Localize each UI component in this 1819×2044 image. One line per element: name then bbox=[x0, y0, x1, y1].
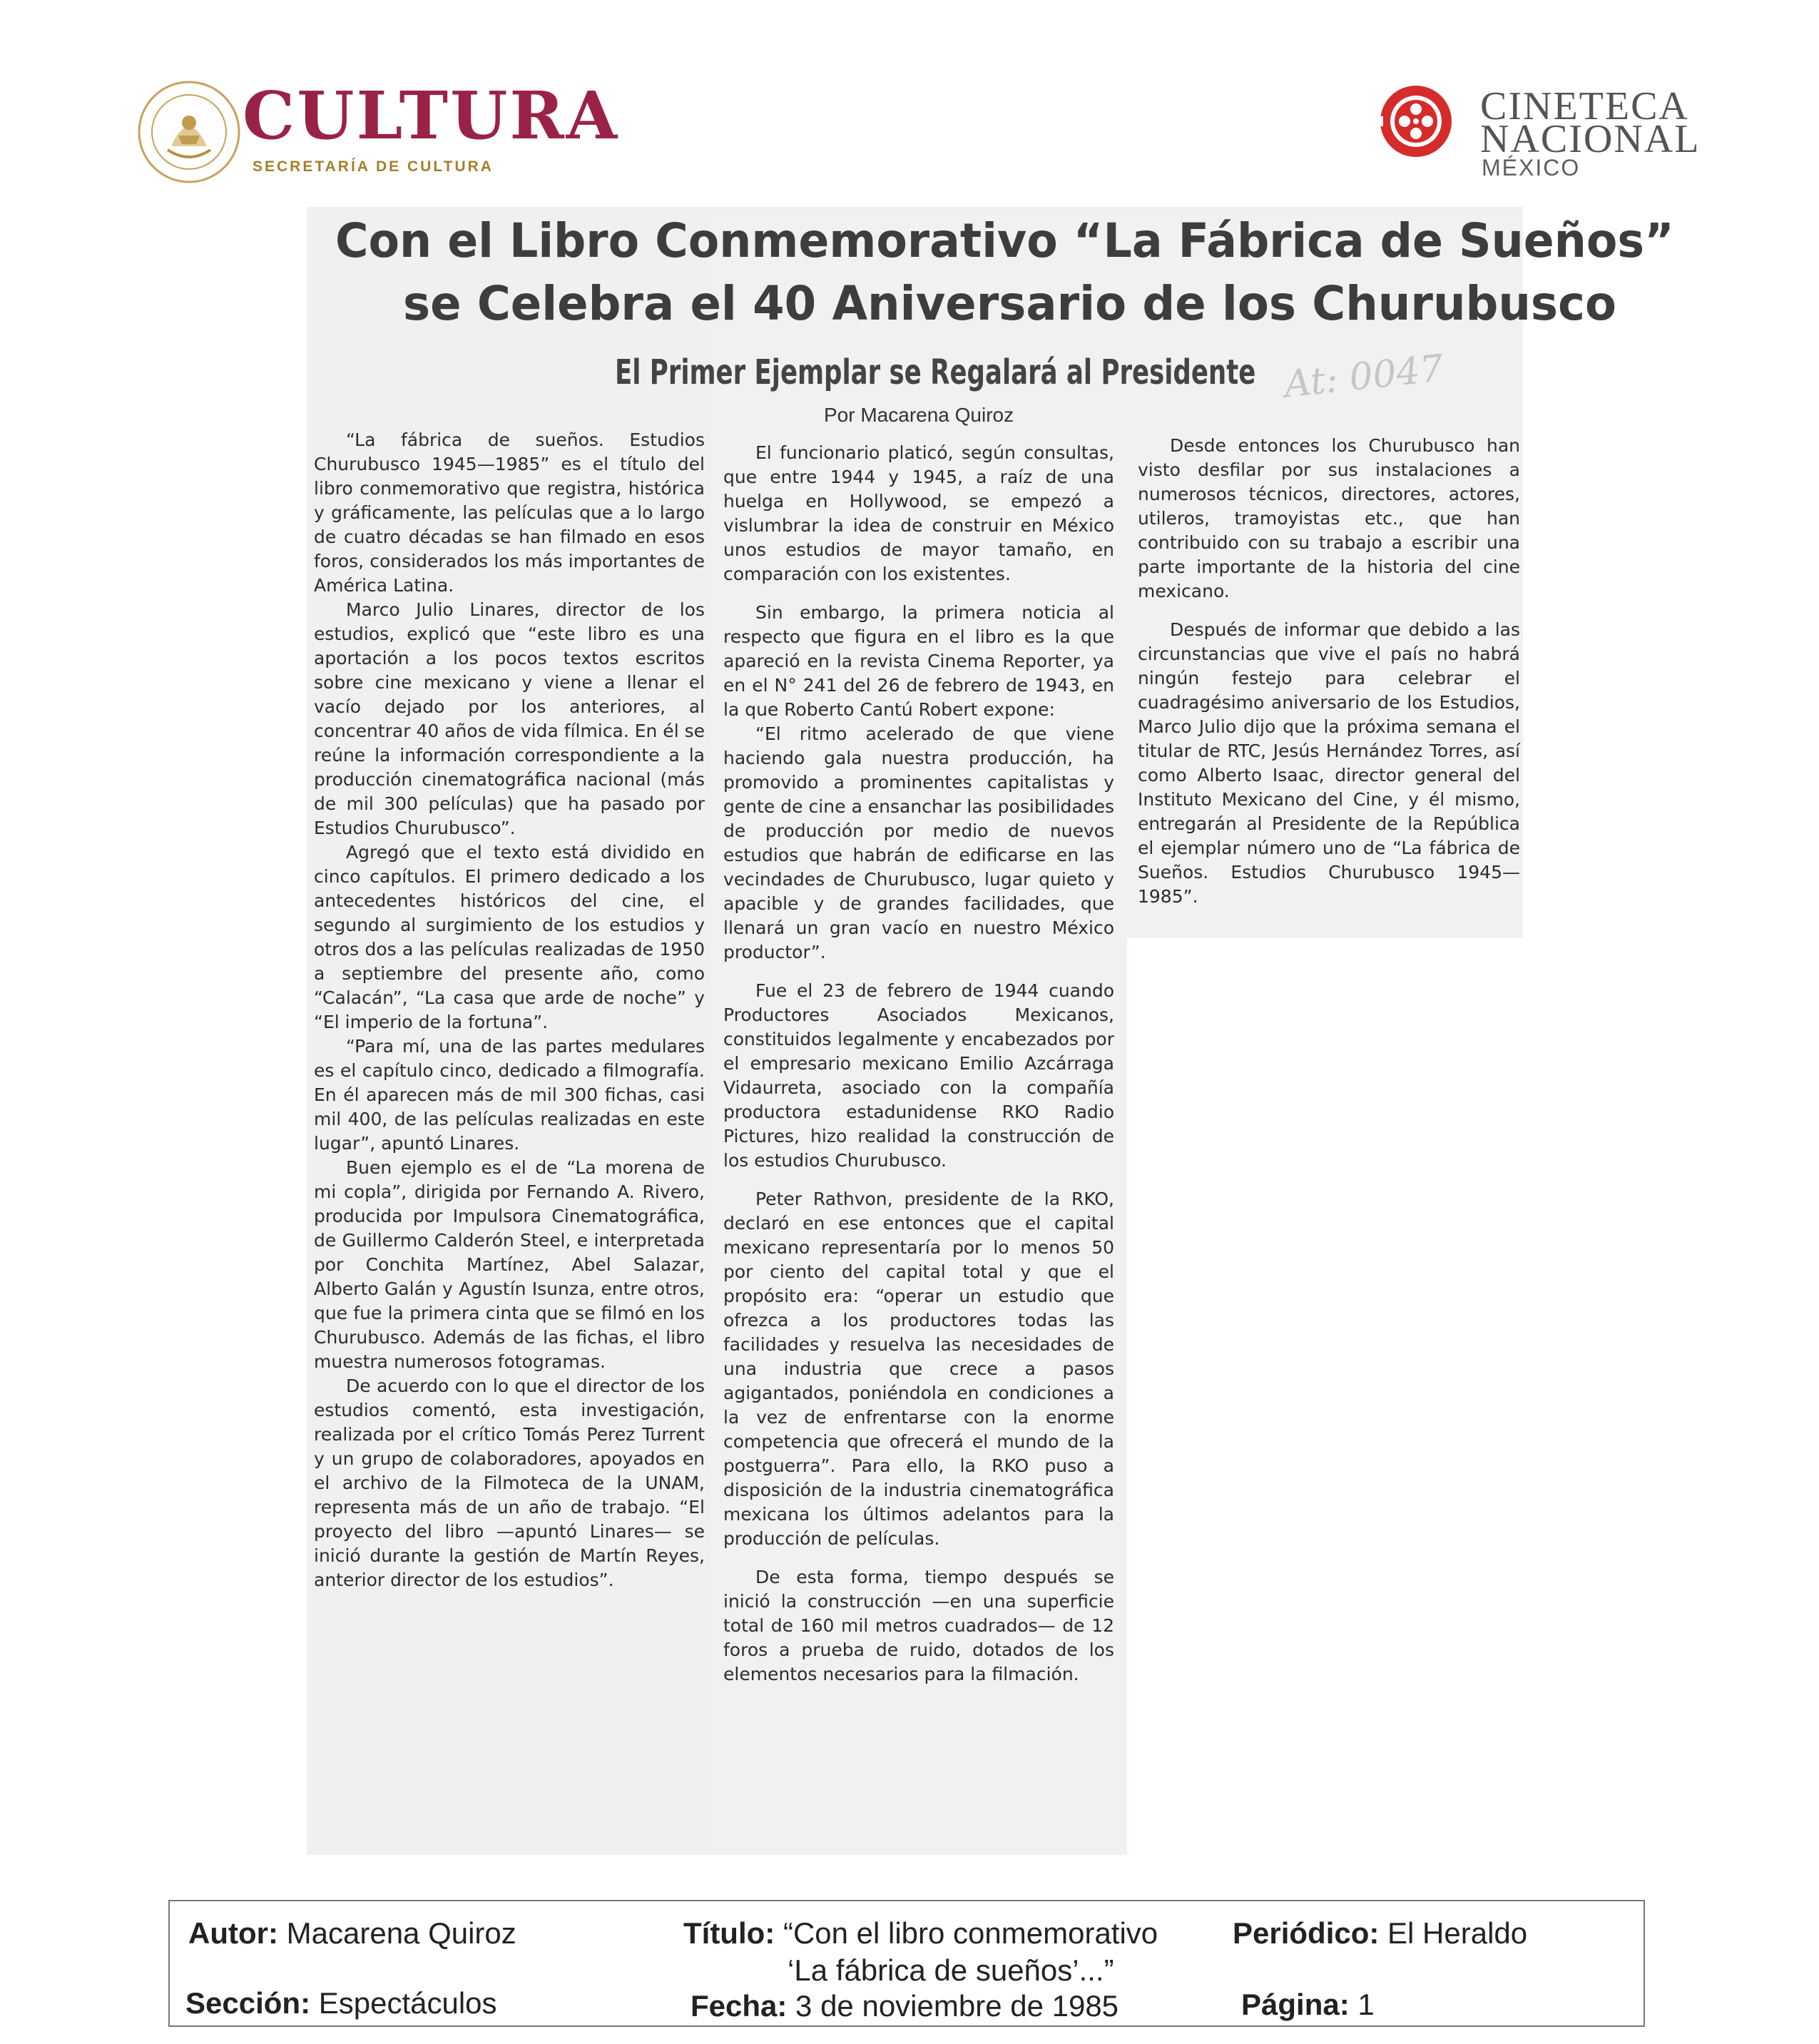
meta-autor bbox=[188, 1916, 516, 1951]
meta-periodico bbox=[1233, 1916, 1527, 1951]
meta-fecha-value: 3 de noviembre de 1985 bbox=[795, 1989, 1119, 2023]
paragraph: Buen ejemplo es el de “La morena de mi copla”, dirigida por Fernando A. Rivero, producida por Impulsora Cinematográfica, de Guillermo Calderón Steel, e interpretada por Conchita Martínez, Abel Salazar, Alberto Galán y Agustín Isunza, entre otros, que fue la primera cinta que se filmó en los Churubusco. Además de las fichas, el libro muestra numerosos fotogramas. bbox=[314, 1157, 705, 1372]
cultura-wordmark: CULTURA bbox=[243, 77, 620, 154]
meta-autor-value: Macarena Quiroz bbox=[286, 1916, 516, 1950]
cultura-subtitle: SECRETARÍA DE CULTURA bbox=[253, 158, 494, 175]
metadata-box bbox=[168, 1900, 1645, 2027]
handwritten-archive-mark: At: 0047 bbox=[1282, 347, 1446, 407]
cultura-logo bbox=[136, 78, 635, 185]
cineteca-line3: MÉXICO bbox=[1482, 155, 1581, 180]
article-column-1 bbox=[314, 428, 705, 1592]
article-column-3 bbox=[1138, 434, 1520, 909]
meta-titulo-label: Título: bbox=[683, 1916, 775, 1950]
paragraph: “El ritmo acelerado de que viene haciendo gala nuestra producción, ha promovido a prominentes capitalistas y gente de cine a ensanchar las posibilidades de producción por medio de nuevos estudios que habrán de edificarse en las vecindades de Churubusco, lugar quieto y apacible y de grandes facilidades, que llenará un gran vacío en nuestro México productor”. bbox=[723, 723, 1114, 962]
meta-titulo-line2: ‘La fábrica de sueños’...” bbox=[788, 1953, 1114, 1987]
paragraph: El funcionario platicó, según consultas, que entre 1944 y 1945, a raíz de una huelga en Hollywood, se empezó a vislumbrar la idea de construir en México unos estudios de mayor tamaño, en comparación con los existentes. bbox=[723, 442, 1114, 584]
meta-seccion-value: Espectáculos bbox=[318, 1986, 497, 2020]
meta-titulo-value: “Con el libro conmemorativo bbox=[783, 1916, 1158, 1950]
meta-titulo bbox=[683, 1916, 1158, 1951]
meta-seccion bbox=[185, 1985, 497, 2021]
meta-autor-label: Autor: bbox=[188, 1916, 278, 1950]
headline-line2: se Celebra el 40 Aniversario de los Churubusco bbox=[403, 276, 1616, 331]
meta-fecha bbox=[691, 1988, 1119, 2024]
meta-pagina-value: 1 bbox=[1357, 1988, 1375, 2021]
meta-periodico-value: El Heraldo bbox=[1387, 1916, 1528, 1950]
paragraph: Después de informar que debido a las circunstancias que vive el país no habrá ningún festejo para celebrar el cuadragésimo aniversario de los Estudios, Marco Julio dijo que la próxima semana el titular de RTC, Jesús Hernández Torres, así como Alberto Isaac, director general del Instituto Mexicano del Cine, y él mismo, entregarán al Presidente de la República el ejemplar número uno de “La fábrica de Sueños. Estudios Churubusco 1945—1985”. bbox=[1138, 619, 1520, 907]
paragraph: Peter Rathvon, presidente de la RKO, declaró en ese entonces que el capital mexicano representaría por lo menos 50 por ciento del capital total y que el propósito era: “operar un estudio que ofrezca a los productores todas las facilidades y resuelva las necesidades de una industria que crece a pasos agigantados, poniéndola en condiciones a la vez de enfrentarse con la enorme competencia que ofrecerá el mundo de la postguerra”. Para ello, la RKO puso a disposición de la industria cinematográfica mexicana los últimos adelantos para la producción de películas. bbox=[723, 1189, 1114, 1549]
paragraph: “Para mí, una de las partes medulares es el capítulo cinco, dedicado a filmografía. En él aparecen más de mil 300 fichas, casi mil 400, de las películas realizadas en este lugar”, apuntó Linares. bbox=[314, 1036, 705, 1154]
mexico-seal-icon bbox=[136, 78, 243, 185]
headline-line1: Con el Libro Conmemorativo “La Fábrica de Sueños” bbox=[335, 213, 1674, 268]
film-reel-icon bbox=[1373, 82, 1452, 161]
paragraph: Agregó que el texto está dividido en cinco capítulos. El primero dedicado a los antecedentes históricos del cine, el segundo al surgimiento de los estudios y otros dos a las películas realizadas de 1950 a septiembre del presente año, como “Calacán”, “La casa que arde de noche” y “El imperio de la fortuna”. bbox=[314, 842, 705, 1032]
paragraph: De acuerdo con lo que el director de los estudios comentó, esta investigación, realizada por el crítico Tomás Perez Turrent y un grupo de colaboradores, apoyados en el archivo de la Filmoteca de la UNAM, representa más de un año de trabajo. “El proyecto del libro —apuntó Linares— se inició durante la gestión de Martín Reyes, anterior director de los estudios”. bbox=[314, 1376, 705, 1590]
cineteca-logo bbox=[1373, 82, 1701, 182]
paragraph: Desde entonces los Churubusco han visto desfilar por sus instalaciones a numerosos técnicos, directores, actores, utileros, tramoyistas etc., que han contribuido con su trabajo a escribir una parte importante de la historia del cine mexicano. bbox=[1138, 435, 1520, 601]
paragraph: Fue el 23 de febrero de 1944 cuando Productores Asociados Mexicanos, constituidos legalmente y encabezados por el empresario mexicano Emilio Azcárraga Vidaurreta, asociado con la compañía productora estadunidense RKO Radio Pictures, hizo realidad la construcción de los estudios Churubusco. bbox=[723, 980, 1114, 1171]
paragraph: De esta forma, tiempo después se inició la construcción —en una superficie total de 160 mil metros cuadrados— de 12 foros a prueba de ruido, dotados de los elementos necesarios para la filmación. bbox=[723, 1567, 1114, 1684]
meta-pagina bbox=[1241, 1987, 1375, 2023]
paragraph: Marco Julio Linares, director de los estudios, explicó que “este libro es una aportación a los pocos textos escritos sobre cine mexicano y viene a llenar el vacío dejado por los anteriores, al concentrar 40 años de vida fílmica. En él se reúne la información correspondiente a la producción cinematográfica nacional (más de mil 300 películas) que ha pasado por Estudios Churubusco”. bbox=[314, 599, 705, 838]
cineteca-line1: CINETECA bbox=[1480, 84, 1689, 128]
meta-pagina-label: Página: bbox=[1241, 1988, 1350, 2021]
meta-periodico-label: Periódico: bbox=[1233, 1916, 1380, 1950]
paragraph: Sin embargo, la primera noticia al respecto que figura en el libro es la que apareció en la revista Cinema Reporter, ya en el N° 241 del 26 de febrero de 1943, en la que Roberto Cantú Robert expone: bbox=[723, 602, 1114, 720]
subheadline: El Primer Ejemplar se Regalará al Presidente bbox=[615, 352, 1256, 392]
article-column-2 bbox=[723, 441, 1114, 1687]
paragraph: “La fábrica de sueños. Estudios Churubusco 1945—1985” es el título del libro conmemorativo que registra, histórica y gráficamente, las películas que a lo largo de cuatro décadas se han filmado en esos foros, considerados los más importantes de América Latina. bbox=[314, 429, 705, 596]
meta-seccion-label: Sección: bbox=[185, 1986, 311, 2020]
byline: Por Macarena Quiroz bbox=[824, 404, 1014, 426]
meta-fecha-label: Fecha: bbox=[691, 1989, 788, 2023]
cineteca-line2: NACIONAL bbox=[1480, 117, 1701, 161]
